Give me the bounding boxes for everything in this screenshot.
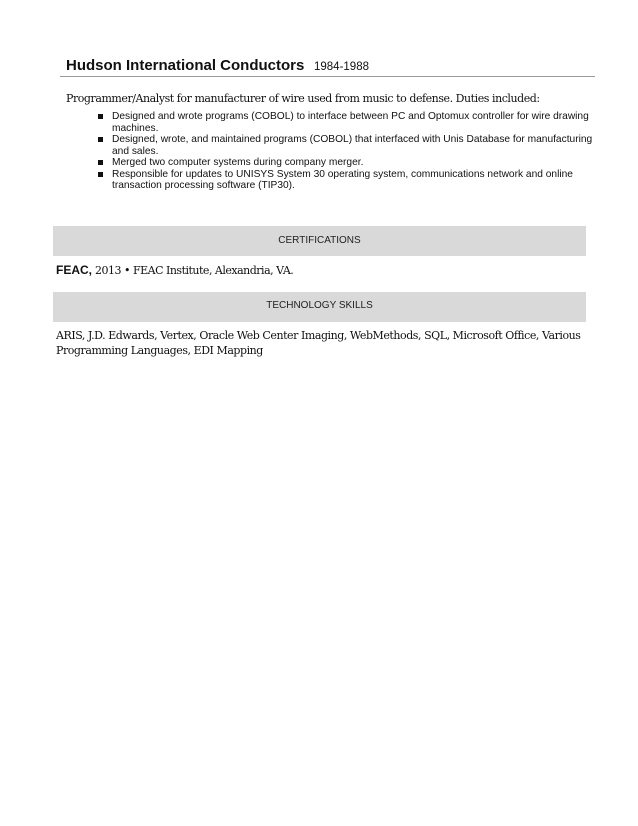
technology-skills-text: ARIS, J.D. Edwards, Vertex, Oracle Web Center Imaging, WebMethods, SQL, Microsoft Office, Various Programming Languages, EDI Mapping [56, 329, 581, 357]
job-description: Programmer/Analyst for manufacturer of wire used from music to defense. Duties included: [66, 92, 540, 105]
duty-text: Merged two computer systems during company merger. [112, 157, 364, 168]
certifications-heading: CERTIFICATIONS [53, 226, 586, 256]
technology-skills-heading: TECHNOLOGY SKILLS [53, 292, 586, 322]
duty-text: Responsible for updates to UNISYS System 30 operating system, communications network and online transaction processing software (TIP30). [112, 168, 573, 191]
list-item [98, 134, 608, 157]
list-item [98, 169, 608, 192]
bullet-icon [98, 114, 103, 119]
employment-years: 1984-1988 [314, 61, 369, 73]
bullet-icon [98, 160, 103, 165]
certification-entry [56, 263, 293, 278]
certification-name: FEAC, [56, 263, 92, 277]
certification-detail: 2013 • FEAC Institute, Alexandria, VA. [92, 264, 294, 277]
list-item [98, 111, 608, 134]
employer-header [60, 58, 595, 77]
bullet-icon [98, 172, 103, 177]
bullet-icon [98, 137, 103, 142]
company-name: Hudson International Conductors [66, 57, 305, 74]
list-item [98, 157, 608, 169]
duty-text: Designed and wrote programs (COBOL) to interface between PC and Optomux controller for wire drawing machines. [112, 111, 589, 134]
duty-text: Designed, wrote, and maintained programs (COBOL) that interfaced with Unis Database for manufacturing and sales. [112, 134, 593, 157]
duties-list [98, 111, 608, 192]
